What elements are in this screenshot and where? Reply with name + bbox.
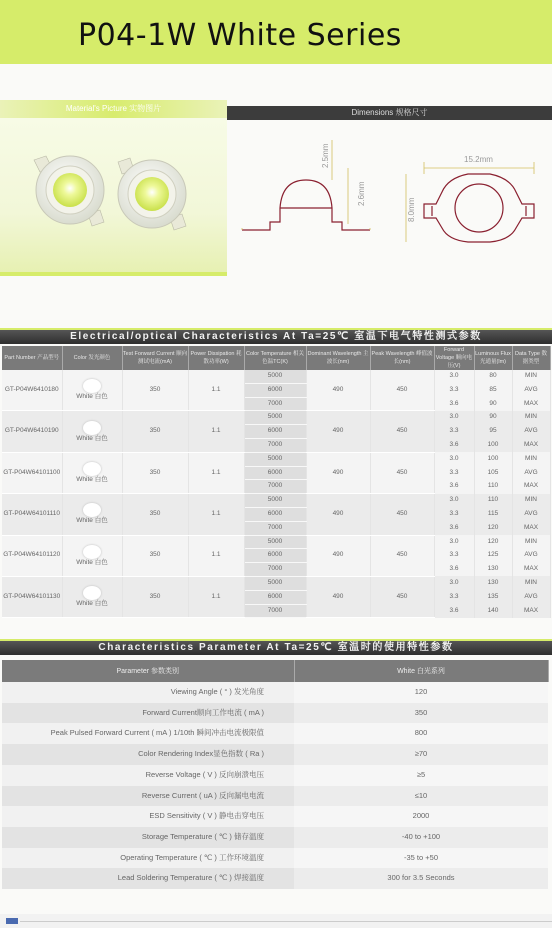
- color-cell: [62, 576, 122, 617]
- electrical-header: [0, 330, 552, 344]
- side-view-drawing: [242, 180, 370, 230]
- characteristics-table: [2, 660, 549, 889]
- data-type-cell: AVG: [512, 590, 550, 604]
- color-cell: [62, 494, 122, 535]
- forward-voltage-cell: 3.0: [434, 411, 474, 425]
- power-cell: 1.1: [188, 576, 244, 617]
- dominant-wavelength-cell: 490: [306, 411, 370, 452]
- table-row: [2, 535, 550, 549]
- table-row: [2, 848, 548, 869]
- color-cell: [62, 411, 122, 452]
- data-type-cell: MIN: [512, 535, 550, 549]
- data-type-cell: AVG: [512, 383, 550, 397]
- photo-accent-strip: [0, 272, 227, 276]
- data-type-cell: MIN: [512, 411, 550, 425]
- color-temp-cell: 5000: [244, 452, 306, 466]
- electrical-table-body: [2, 370, 550, 618]
- value-cell: -40 to +100: [294, 827, 548, 848]
- forward-voltage-cell: 3.0: [434, 535, 474, 549]
- luminous-flux-cell: 110: [474, 494, 512, 508]
- electrical-col-header: Luminous Flux 光通量(lm): [474, 346, 512, 370]
- white-led-swatch: [83, 421, 101, 435]
- material-picture-label: Material's Picture 实物图片: [0, 100, 227, 118]
- part-number-cell: GT-P04W64101120: [2, 535, 62, 576]
- color-temp-cell: 7000: [244, 438, 306, 452]
- peak-wavelength-cell: 450: [370, 494, 434, 535]
- test-current-cell: 350: [122, 535, 188, 576]
- dimensions-label: Dimensions 规格尺寸: [227, 106, 552, 120]
- test-current-cell: 350: [122, 494, 188, 535]
- color-temp-cell: 7000: [244, 397, 306, 411]
- color-label: White 白色: [76, 475, 108, 483]
- peak-wavelength-cell: 450: [370, 452, 434, 493]
- color-cell: [62, 370, 122, 411]
- data-type-cell: MAX: [512, 397, 550, 411]
- data-type-cell: MIN: [512, 494, 550, 508]
- luminous-flux-cell: 130: [474, 576, 512, 590]
- forward-voltage-cell: 3.6: [434, 563, 474, 577]
- table-row: [2, 806, 548, 827]
- forward-voltage-cell: 3.0: [434, 452, 474, 466]
- data-type-cell: MAX: [512, 521, 550, 535]
- color-temp-cell: 5000: [244, 494, 306, 508]
- white-led-swatch: [83, 379, 101, 393]
- electrical-col-header: Color 发光颜色: [62, 346, 122, 370]
- forward-voltage-cell: 3.6: [434, 521, 474, 535]
- test-current-cell: 350: [122, 370, 188, 411]
- data-type-cell: AVG: [512, 549, 550, 563]
- table-row: [2, 411, 550, 425]
- forward-voltage-cell: 3.3: [434, 383, 474, 397]
- footer-line: [20, 921, 552, 922]
- value-cell: 350: [294, 703, 548, 724]
- forward-voltage-cell: 3.3: [434, 590, 474, 604]
- header-accent-line: [0, 639, 552, 641]
- forward-voltage-cell: 3.0: [434, 494, 474, 508]
- luminous-flux-cell: 115: [474, 507, 512, 521]
- color-label: White 白色: [76, 393, 108, 401]
- data-type-cell: AVG: [512, 425, 550, 439]
- value-cell: -35 to +50: [294, 848, 548, 869]
- forward-voltage-cell: 3.3: [434, 549, 474, 563]
- color-temp-cell: 6000: [244, 425, 306, 439]
- table-row: [2, 494, 550, 508]
- table-row: [2, 682, 548, 703]
- value-cell: 300 for 3.5 Seconds: [294, 868, 548, 889]
- parameter-cell: Lead Soldering Temperature ( ℃ ) 焊接温度: [2, 868, 294, 889]
- led-right: [118, 158, 186, 230]
- page-title: P04-1W White Series: [78, 18, 402, 53]
- color-label: White 白色: [76, 558, 108, 566]
- power-cell: 1.1: [188, 411, 244, 452]
- characteristics-table-body: [2, 682, 548, 889]
- color-temp-cell: 5000: [244, 576, 306, 590]
- parameter-cell: Reverse Voltage ( V ) 反向崩溃电压: [2, 765, 294, 786]
- data-type-cell: MAX: [512, 604, 550, 618]
- parameter-cell: Forward Current顺向工作电流 ( mA ): [2, 703, 294, 724]
- table-row: [2, 786, 548, 807]
- electrical-header-row: [2, 346, 550, 370]
- color-temp-cell: 6000: [244, 383, 306, 397]
- part-number-cell: GT-P04W6410190: [2, 411, 62, 452]
- luminous-flux-cell: 100: [474, 452, 512, 466]
- electrical-col-header: Test Forward Current 顺向测试电流(mA): [122, 346, 188, 370]
- luminous-flux-cell: 110: [474, 480, 512, 494]
- value-cell: ≥5: [294, 765, 548, 786]
- led-photo-illustration: [0, 118, 227, 276]
- luminous-flux-cell: 125: [474, 549, 512, 563]
- dimension-drawing: [236, 128, 552, 248]
- forward-voltage-cell: 3.3: [434, 425, 474, 439]
- color-temp-cell: 7000: [244, 563, 306, 577]
- data-type-cell: MAX: [512, 438, 550, 452]
- forward-voltage-cell: 3.6: [434, 480, 474, 494]
- led-left: [34, 156, 104, 226]
- characteristics-header-text: Characteristics Parameter At Ta=25℃ 室温时的使用特性参数: [98, 642, 454, 653]
- dim-height-a: 2.5mm: [321, 143, 330, 168]
- dim-width: 15.2mm: [464, 155, 493, 164]
- table-row: [2, 827, 548, 848]
- data-type-cell: AVG: [512, 466, 550, 480]
- dominant-wavelength-cell: 490: [306, 535, 370, 576]
- parameter-cell: Operating Temperature ( ℃ ) 工作环境温度: [2, 848, 294, 869]
- dominant-wavelength-cell: 490: [306, 576, 370, 617]
- power-cell: 1.1: [188, 535, 244, 576]
- value-cell: 120: [294, 682, 548, 703]
- peak-wavelength-cell: 450: [370, 576, 434, 617]
- electrical-header-text: Electrical/optical Characteristics At Ta=25℃ 室温下电气特性测式参数: [70, 331, 482, 342]
- top-view-drawing: [424, 174, 534, 242]
- side-view-dimension-lines: [242, 140, 370, 232]
- part-number-cell: GT-P04W6410180: [2, 370, 62, 411]
- luminous-flux-cell: 100: [474, 438, 512, 452]
- table-row: [2, 868, 548, 889]
- luminous-flux-cell: 135: [474, 590, 512, 604]
- parameter-cell: Peak Pulsed Forward Current ( mA ) 1/10th 瞬间冲击电流极限值: [2, 723, 294, 744]
- forward-voltage-cell: 3.6: [434, 438, 474, 452]
- color-temp-cell: 5000: [244, 411, 306, 425]
- data-type-cell: MAX: [512, 563, 550, 577]
- characteristics-header: [0, 641, 552, 655]
- parameter-cell: Reverse Current ( uA ) 反向漏电电流: [2, 786, 294, 807]
- color-temp-cell: 7000: [244, 521, 306, 535]
- dominant-wavelength-cell: 490: [306, 452, 370, 493]
- product-photo: [0, 118, 227, 276]
- luminous-flux-cell: 90: [474, 411, 512, 425]
- power-cell: 1.1: [188, 494, 244, 535]
- dim-height-b: 2.6mm: [357, 181, 366, 206]
- table-row: [2, 765, 548, 786]
- forward-voltage-cell: 3.6: [434, 397, 474, 411]
- electrical-col-header: Color Temperature 相关色温TC(K): [244, 346, 306, 370]
- white-led-swatch: [83, 462, 101, 476]
- luminous-flux-cell: 140: [474, 604, 512, 618]
- electrical-col-header: Forward Voltage 顺向电压(V): [435, 347, 473, 369]
- power-cell: 1.1: [188, 452, 244, 493]
- white-led-swatch: [83, 545, 101, 559]
- electrical-col-header: Part Number 产品型号: [2, 346, 62, 370]
- table-row: [2, 703, 548, 724]
- luminous-flux-cell: 120: [474, 521, 512, 535]
- color-cell: [62, 535, 122, 576]
- forward-voltage-cell: 3.0: [434, 576, 474, 590]
- luminous-flux-cell: 95: [474, 425, 512, 439]
- luminous-flux-cell: 130: [474, 563, 512, 577]
- color-temp-cell: 6000: [244, 466, 306, 480]
- part-number-cell: GT-P04W64101110: [2, 494, 62, 535]
- footer-accent: [6, 918, 18, 924]
- data-type-cell: MIN: [512, 370, 550, 383]
- header-accent-line: [0, 328, 552, 330]
- test-current-cell: 350: [122, 411, 188, 452]
- white-led-swatch: [83, 586, 101, 600]
- color-temp-cell: 6000: [244, 549, 306, 563]
- forward-voltage-cell: 3.3: [434, 507, 474, 521]
- power-cell: 1.1: [188, 370, 244, 411]
- test-current-cell: 350: [122, 576, 188, 617]
- luminous-flux-cell: 105: [474, 466, 512, 480]
- data-type-cell: MIN: [512, 452, 550, 466]
- data-type-cell: MAX: [512, 480, 550, 494]
- color-cell: [62, 452, 122, 493]
- value-cell: 2000: [294, 806, 548, 827]
- electrical-col-header: Peak Wavelength 峰值波长(nm): [370, 346, 434, 370]
- dim-height-c: 8.0mm: [407, 197, 416, 222]
- luminous-flux-cell: 120: [474, 535, 512, 549]
- electrical-table: [2, 346, 551, 618]
- part-number-cell: GT-P04W64101130: [2, 576, 62, 617]
- forward-voltage-cell: 3.3: [434, 466, 474, 480]
- dominant-wavelength-cell: 490: [306, 494, 370, 535]
- color-label: White 白色: [76, 517, 108, 525]
- luminous-flux-cell: 90: [474, 397, 512, 411]
- characteristics-table-wrap: [2, 660, 548, 889]
- value-cell: ≤10: [294, 786, 548, 807]
- peak-wavelength-cell: 450: [370, 535, 434, 576]
- table-row: [2, 744, 548, 765]
- white-led-swatch: [83, 503, 101, 517]
- parameter-cell: Viewing Angle ( ° ) 发光角度: [2, 682, 294, 703]
- value-cell: 800: [294, 723, 548, 744]
- luminous-flux-cell: 85: [474, 383, 512, 397]
- table-row: [2, 452, 550, 466]
- electrical-col-header: Power Dissipation 耗散功率(W): [188, 346, 244, 370]
- color-temp-cell: 5000: [244, 370, 306, 383]
- part-number-cell: GT-P04W64101100: [2, 452, 62, 493]
- data-type-cell: MIN: [512, 576, 550, 590]
- table-row: [2, 370, 550, 383]
- test-current-cell: 350: [122, 452, 188, 493]
- color-temp-cell: 7000: [244, 604, 306, 618]
- peak-wavelength-cell: 450: [370, 411, 434, 452]
- forward-voltage-cell: 3.6: [434, 604, 474, 618]
- electrical-col-header: Data Type 数据类型: [512, 346, 550, 370]
- footer-bar: [0, 914, 552, 928]
- forward-voltage-cell: 3.0: [434, 370, 474, 383]
- dominant-wavelength-cell: 490: [306, 370, 370, 411]
- characteristics-header-row: [2, 660, 548, 682]
- col-white-series: White 白光系列: [294, 660, 548, 682]
- title-banner: [0, 0, 552, 64]
- value-cell: ≥70: [294, 744, 548, 765]
- color-label: White 白色: [76, 600, 108, 608]
- parameter-cell: Color Rendering Index显色指数 ( Ra ): [2, 744, 294, 765]
- parameter-cell: Storage Temperature ( ℃ ) 储存温度: [2, 827, 294, 848]
- electrical-col-header: Dominant Wavelength 主波长(nm): [306, 346, 370, 370]
- color-temp-cell: 6000: [244, 507, 306, 521]
- table-row: [2, 723, 548, 744]
- data-type-cell: AVG: [512, 507, 550, 521]
- color-temp-cell: 5000: [244, 535, 306, 549]
- color-label: White 白色: [76, 434, 108, 442]
- electrical-table-wrap: [2, 346, 550, 618]
- col-parameter: Parameter 参数类别: [2, 660, 294, 682]
- color-temp-cell: 6000: [244, 590, 306, 604]
- parameter-cell: ESD Sensitivity ( V ) 静电击穿电压: [2, 806, 294, 827]
- peak-wavelength-cell: 450: [370, 370, 434, 411]
- table-row: [2, 576, 550, 590]
- color-temp-cell: 7000: [244, 480, 306, 494]
- luminous-flux-cell: 80: [474, 370, 512, 383]
